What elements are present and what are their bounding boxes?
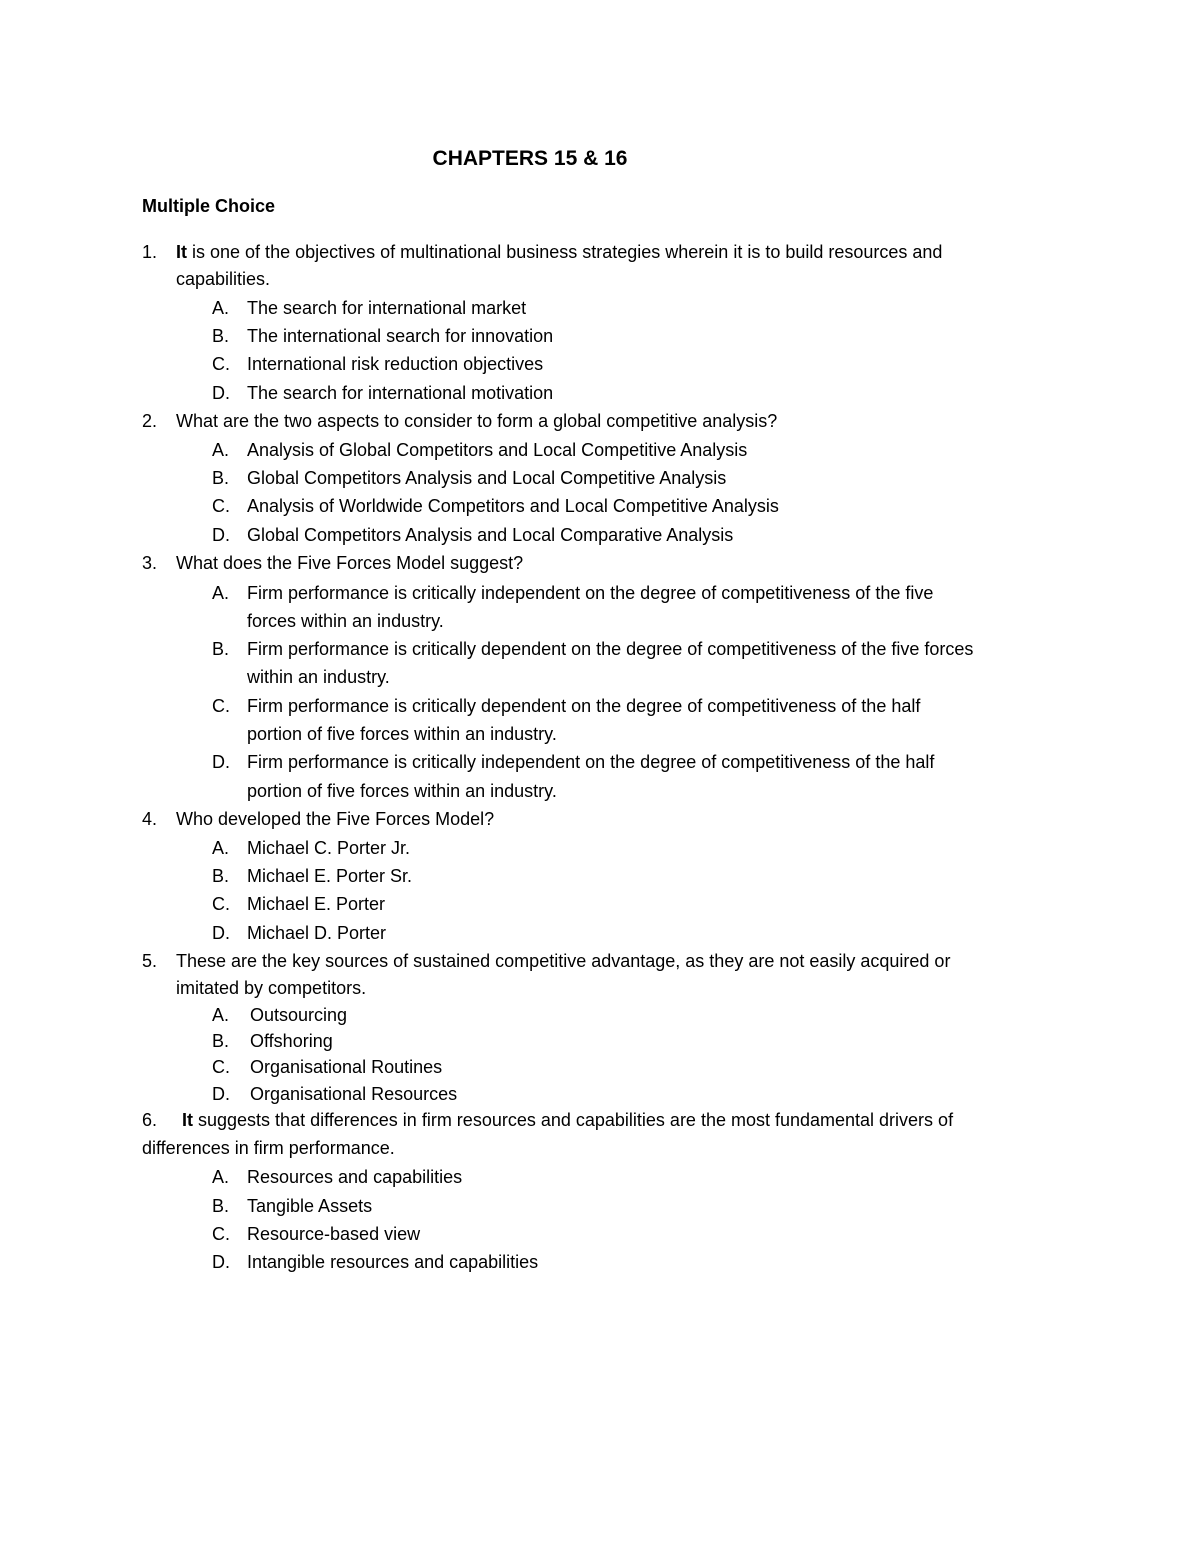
option-letter: C. — [212, 894, 230, 914]
document-title: CHAPTERS 15 & 16 — [432, 147, 628, 170]
option-letter: A. — [212, 1005, 230, 1025]
option-text: Firm performance is critically dependent on the degree of competitiveness of the half — [247, 696, 921, 716]
option-text: International risk reduction objectives — [247, 354, 544, 374]
option-letter: D. — [212, 923, 230, 943]
section-heading: Multiple Choice — [142, 196, 276, 216]
question-number: 4. — [142, 809, 158, 829]
question-text: is one of the objectives of multinational business strategies wherein it is to build resources and — [192, 242, 943, 262]
option-text: Tangible Assets — [247, 1196, 373, 1216]
option-letter: D. — [212, 525, 230, 545]
option-text: Michael E. Porter — [247, 894, 386, 914]
option-text: within an industry. — [247, 667, 390, 687]
question-line — [176, 241, 942, 263]
option-letter: B. — [212, 1196, 230, 1216]
question-line — [182, 1109, 953, 1131]
option-letter: B. — [212, 326, 230, 346]
option-letter: C. — [212, 696, 230, 716]
question-number: 1. — [142, 242, 158, 262]
option-text: Offshoring — [250, 1031, 333, 1051]
option-letter: B. — [212, 468, 230, 488]
question-number: 6. — [142, 1110, 158, 1130]
option-text: The search for international motivation — [247, 383, 554, 403]
option-text: Firm performance is critically independent on the degree of competitiveness of the half — [247, 752, 935, 772]
option-letter: A. — [212, 298, 230, 318]
question-text: imitated by competitors. — [176, 978, 367, 998]
question-text: These are the key sources of sustained competitive advantage, as they are not easily acquired or — [176, 951, 951, 971]
option-text: Resources and capabilities — [247, 1167, 463, 1187]
question-number: 2. — [142, 411, 158, 431]
question-text: What does the Five Forces Model suggest? — [176, 553, 524, 573]
option-text: Analysis of Worldwide Competitors and Local Competitive Analysis — [247, 496, 779, 516]
option-letter: D. — [212, 752, 230, 772]
question-lead: It — [176, 242, 187, 262]
option-letter: D. — [212, 383, 230, 403]
option-letter: A. — [212, 583, 230, 603]
question-text: What are the two aspects to consider to form a global competitive analysis? — [176, 411, 778, 431]
question-number: 5. — [142, 951, 158, 971]
option-letter: D. — [212, 1084, 230, 1104]
option-text: portion of five forces within an industry. — [247, 781, 557, 801]
question-text: suggests that differences in firm resources and capabilities are the most fundamental drivers of — [198, 1110, 954, 1130]
option-letter: A. — [212, 1167, 230, 1187]
question-text: Who developed the Five Forces Model? — [176, 809, 495, 829]
option-text: Organisational Resources — [250, 1084, 458, 1104]
option-letter: B. — [212, 866, 230, 886]
option-text: Global Competitors Analysis and Local Competitive Analysis — [247, 468, 727, 488]
option-letter: A. — [212, 838, 230, 858]
option-text: Outsourcing — [250, 1005, 348, 1025]
option-text: The international search for innovation — [247, 326, 554, 346]
option-text: Michael E. Porter Sr. — [247, 866, 413, 886]
option-letter: D. — [212, 1252, 230, 1272]
option-text: The search for international market — [247, 298, 527, 318]
option-text: Resource-based view — [247, 1224, 421, 1244]
option-text: Global Competitors Analysis and Local Comparative Analysis — [247, 525, 734, 545]
question-text: capabilities. — [176, 269, 271, 289]
option-text: Firm performance is critically dependent on the degree of competitiveness of the five forces — [247, 639, 974, 659]
option-text: Michael C. Porter Jr. — [247, 838, 411, 858]
option-text: Analysis of Global Competitors and Local Competitive Analysis — [247, 440, 748, 460]
option-letter: C. — [212, 496, 230, 516]
option-text: portion of five forces within an industry. — [247, 724, 557, 744]
option-letter: C. — [212, 1224, 230, 1244]
question-text: differences in firm performance. — [142, 1138, 395, 1158]
option-letter: B. — [212, 1031, 230, 1051]
option-letter: C. — [212, 1057, 230, 1077]
option-letter: C. — [212, 354, 230, 374]
option-letter: A. — [212, 440, 230, 460]
question-number: 3. — [142, 553, 158, 573]
question-lead: It — [182, 1110, 193, 1130]
option-text: Firm performance is critically independent on the degree of competitiveness of the five — [247, 583, 934, 603]
option-text: Michael D. Porter — [247, 923, 387, 943]
option-text: Organisational Routines — [250, 1057, 443, 1077]
option-letter: B. — [212, 639, 230, 659]
option-text: forces within an industry. — [247, 611, 444, 631]
option-text: Intangible resources and capabilities — [247, 1252, 539, 1272]
